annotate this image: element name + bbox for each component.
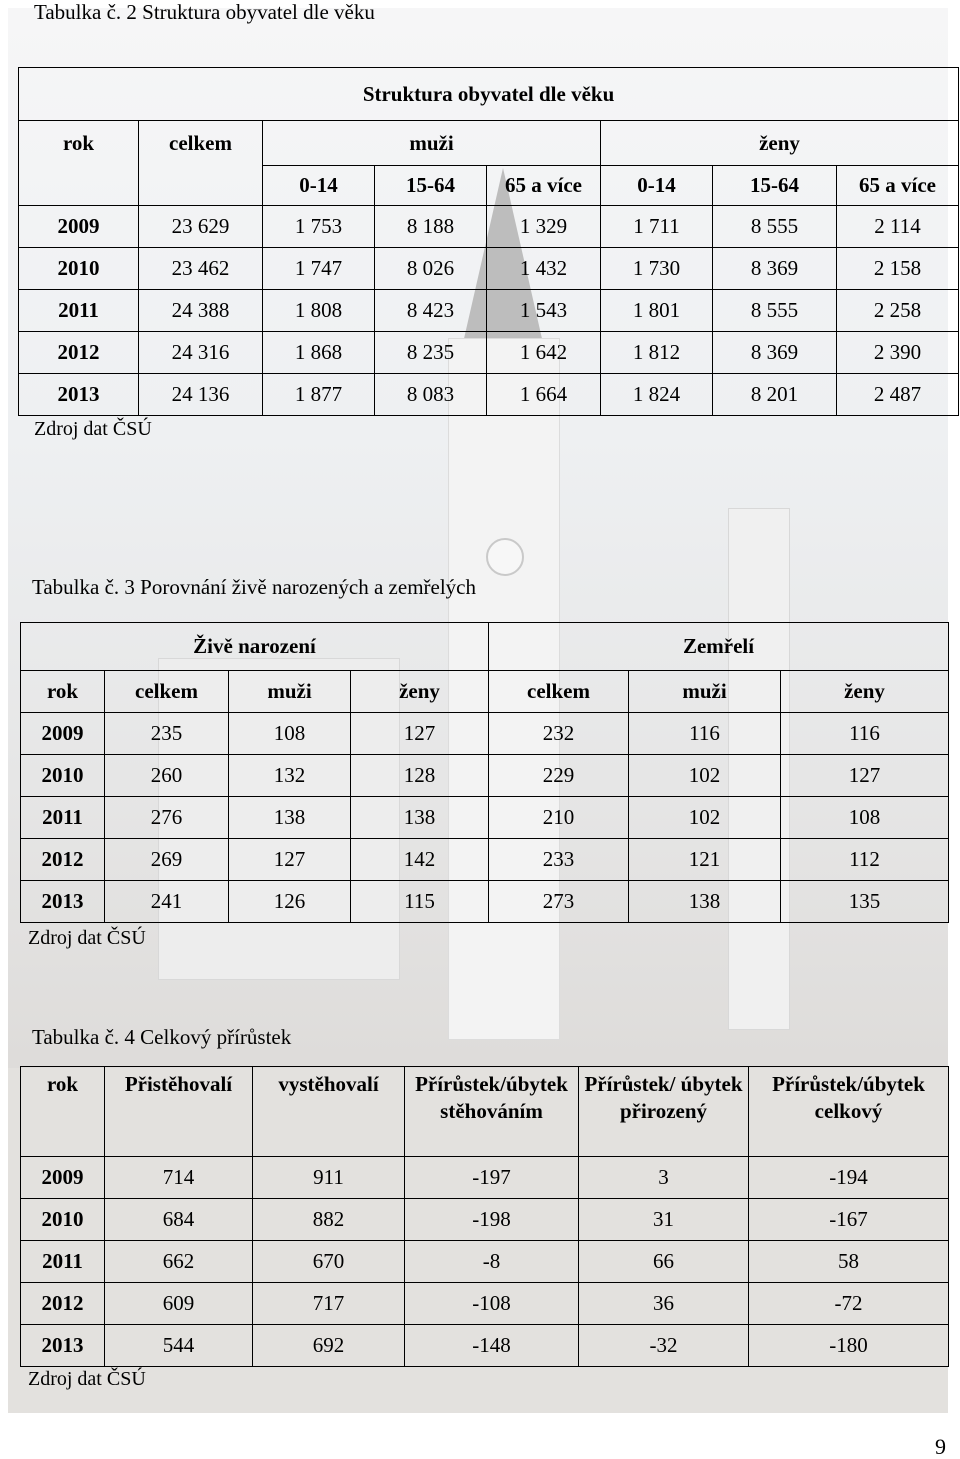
cell: 8 235: [375, 332, 487, 374]
cell: 102: [629, 797, 781, 839]
cell: 108: [781, 797, 949, 839]
cell-year: 2009: [19, 206, 139, 248]
cell: 116: [781, 713, 949, 755]
cell: 8 423: [375, 290, 487, 332]
cell: 138: [629, 881, 781, 923]
cell: 36: [579, 1283, 749, 1325]
cell: 8 555: [713, 290, 837, 332]
cell: -72: [749, 1283, 949, 1325]
births-deaths-table: [20, 622, 949, 923]
table2-title: Struktura obyvatel dle věku: [19, 68, 959, 121]
header-zeny: ženy: [601, 121, 959, 166]
header-cell: rok: [21, 1067, 105, 1157]
cell: 210: [489, 797, 629, 839]
cell: 112: [781, 839, 949, 881]
cell: 609: [105, 1283, 253, 1325]
cell: 692: [253, 1325, 405, 1367]
cell: 1 329: [487, 206, 601, 248]
cell: 8 188: [375, 206, 487, 248]
header-zive-narozeni: Živě narození: [21, 623, 489, 671]
header-cell: vystěhovalí: [253, 1067, 405, 1157]
cell: 544: [105, 1325, 253, 1367]
cell: 142: [351, 839, 489, 881]
cell: 138: [229, 797, 351, 839]
cell: 241: [105, 881, 229, 923]
cell: 1 711: [601, 206, 713, 248]
header-cell: celkem: [489, 671, 629, 713]
cell: 127: [781, 755, 949, 797]
cell: 1 664: [487, 374, 601, 416]
cell-year: 2013: [21, 881, 105, 923]
cell: 2 158: [837, 248, 959, 290]
cell: 1 868: [263, 332, 375, 374]
table-row: [21, 713, 949, 755]
cell: -108: [405, 1283, 579, 1325]
header-celkem: celkem: [139, 121, 263, 166]
cell: 1 642: [487, 332, 601, 374]
cell: 260: [105, 755, 229, 797]
header-blank: [19, 166, 139, 206]
header-age: 15-64: [375, 166, 487, 206]
cell: 235: [105, 713, 229, 755]
cell: 8 369: [713, 332, 837, 374]
header-zemreli: Zemřelí: [489, 623, 949, 671]
cell: 23 629: [139, 206, 263, 248]
table-row: [21, 839, 949, 881]
header-cell: Přírůstek/úbytek stěhováním: [405, 1067, 579, 1157]
cell: 1 812: [601, 332, 713, 374]
cell: -194: [749, 1157, 949, 1199]
cell: 1 877: [263, 374, 375, 416]
cell-year: 2013: [21, 1325, 105, 1367]
cell: 128: [351, 755, 489, 797]
table-row: [21, 797, 949, 839]
cell: 1 801: [601, 290, 713, 332]
header-age: 65 a více: [837, 166, 959, 206]
cell-year: 2009: [21, 713, 105, 755]
cell: 269: [105, 839, 229, 881]
cell: 662: [105, 1241, 253, 1283]
table-row: [21, 1157, 949, 1199]
table-row: [19, 374, 959, 416]
table-row: [19, 206, 959, 248]
cell: 714: [105, 1157, 253, 1199]
table-row: [21, 881, 949, 923]
cell: 66: [579, 1241, 749, 1283]
table4-caption: Tabulka č. 4 Celkový přírůstek: [32, 1025, 292, 1049]
cell-year: 2012: [19, 332, 139, 374]
header-cell: rok: [21, 671, 105, 713]
header-cell: Přírůstek/ úbytek přirozený: [579, 1067, 749, 1157]
cell: 1 824: [601, 374, 713, 416]
cell-year: 2013: [19, 374, 139, 416]
table-row: [21, 1283, 949, 1325]
cell: 127: [351, 713, 489, 755]
header-cell: celkem: [105, 671, 229, 713]
header-cell: ženy: [351, 671, 489, 713]
table3-caption: Tabulka č. 3 Porovnání živě narozených a zemřelých: [32, 575, 477, 599]
header-cell: muži: [229, 671, 351, 713]
cell: 31: [579, 1199, 749, 1241]
header-cell: Přírůstek/úbytek celkový: [749, 1067, 949, 1157]
cell: 3: [579, 1157, 749, 1199]
header-cell: muži: [629, 671, 781, 713]
cell: 1 753: [263, 206, 375, 248]
cell: 116: [629, 713, 781, 755]
header-cell: Přistěhovalí: [105, 1067, 253, 1157]
cell-year: 2011: [21, 797, 105, 839]
cell: 882: [253, 1199, 405, 1241]
cell-year: 2012: [21, 1283, 105, 1325]
cell: -148: [405, 1325, 579, 1367]
cell-year: 2010: [21, 755, 105, 797]
table2-source: Zdroj dat ČSÚ: [34, 418, 152, 440]
cell: -32: [579, 1325, 749, 1367]
cell: 135: [781, 881, 949, 923]
header-age: 65 a více: [487, 166, 601, 206]
table-row: [21, 1199, 949, 1241]
cell: 24 388: [139, 290, 263, 332]
cell: 717: [253, 1283, 405, 1325]
cell-year: 2012: [21, 839, 105, 881]
cell: 2 258: [837, 290, 959, 332]
cell: 8 083: [375, 374, 487, 416]
table3-source: Zdroj dat ČSÚ: [28, 927, 146, 949]
cell: -167: [749, 1199, 949, 1241]
cell: 1 808: [263, 290, 375, 332]
cell: 8 026: [375, 248, 487, 290]
cell: 126: [229, 881, 351, 923]
cell: 1 747: [263, 248, 375, 290]
cell: 58: [749, 1241, 949, 1283]
total-increase-table: [20, 1066, 949, 1367]
table-row: [19, 290, 959, 332]
cell: 127: [229, 839, 351, 881]
cell: 2 114: [837, 206, 959, 248]
cell: -197: [405, 1157, 579, 1199]
table-row: [21, 1325, 949, 1367]
cell: -198: [405, 1199, 579, 1241]
table-row: [19, 248, 959, 290]
cell: 23 462: [139, 248, 263, 290]
header-age: 15-64: [713, 166, 837, 206]
cell: 108: [229, 713, 351, 755]
table-row: [21, 1241, 949, 1283]
cell: 2 390: [837, 332, 959, 374]
cell: 102: [629, 755, 781, 797]
cell: 8 369: [713, 248, 837, 290]
header-age: 0-14: [263, 166, 375, 206]
cell: 276: [105, 797, 229, 839]
cell: 8 555: [713, 206, 837, 248]
cell: 2 487: [837, 374, 959, 416]
header-muzi: muži: [263, 121, 601, 166]
cell: 115: [351, 881, 489, 923]
cell: 1 543: [487, 290, 601, 332]
header-blank: [139, 166, 263, 206]
cell: 8 201: [713, 374, 837, 416]
cell: -180: [749, 1325, 949, 1367]
header-rok: rok: [19, 121, 139, 166]
cell: 233: [489, 839, 629, 881]
cell: 121: [629, 839, 781, 881]
table4-source: Zdroj dat ČSÚ: [28, 1368, 146, 1390]
cell: 24 136: [139, 374, 263, 416]
cell: 1 730: [601, 248, 713, 290]
table2-caption: Tabulka č. 2 Struktura obyvatel dle věku: [34, 0, 375, 24]
cell-year: 2009: [21, 1157, 105, 1199]
cell: 670: [253, 1241, 405, 1283]
cell-year: 2011: [21, 1241, 105, 1283]
cell: 911: [253, 1157, 405, 1199]
cell: 273: [489, 881, 629, 923]
cell: 229: [489, 755, 629, 797]
cell: 132: [229, 755, 351, 797]
header-cell: ženy: [781, 671, 949, 713]
header-age: 0-14: [601, 166, 713, 206]
table-row: [19, 332, 959, 374]
cell: 24 316: [139, 332, 263, 374]
table-row: [21, 755, 949, 797]
cell-year: 2010: [21, 1199, 105, 1241]
cell: 138: [351, 797, 489, 839]
page-number: 9: [935, 1434, 946, 1459]
tower-clock: [486, 538, 524, 576]
cell-year: 2010: [19, 248, 139, 290]
cell: 684: [105, 1199, 253, 1241]
age-structure-table: [18, 67, 959, 416]
cell-year: 2011: [19, 290, 139, 332]
cell: 1 432: [487, 248, 601, 290]
cell: -8: [405, 1241, 579, 1283]
cell: 232: [489, 713, 629, 755]
